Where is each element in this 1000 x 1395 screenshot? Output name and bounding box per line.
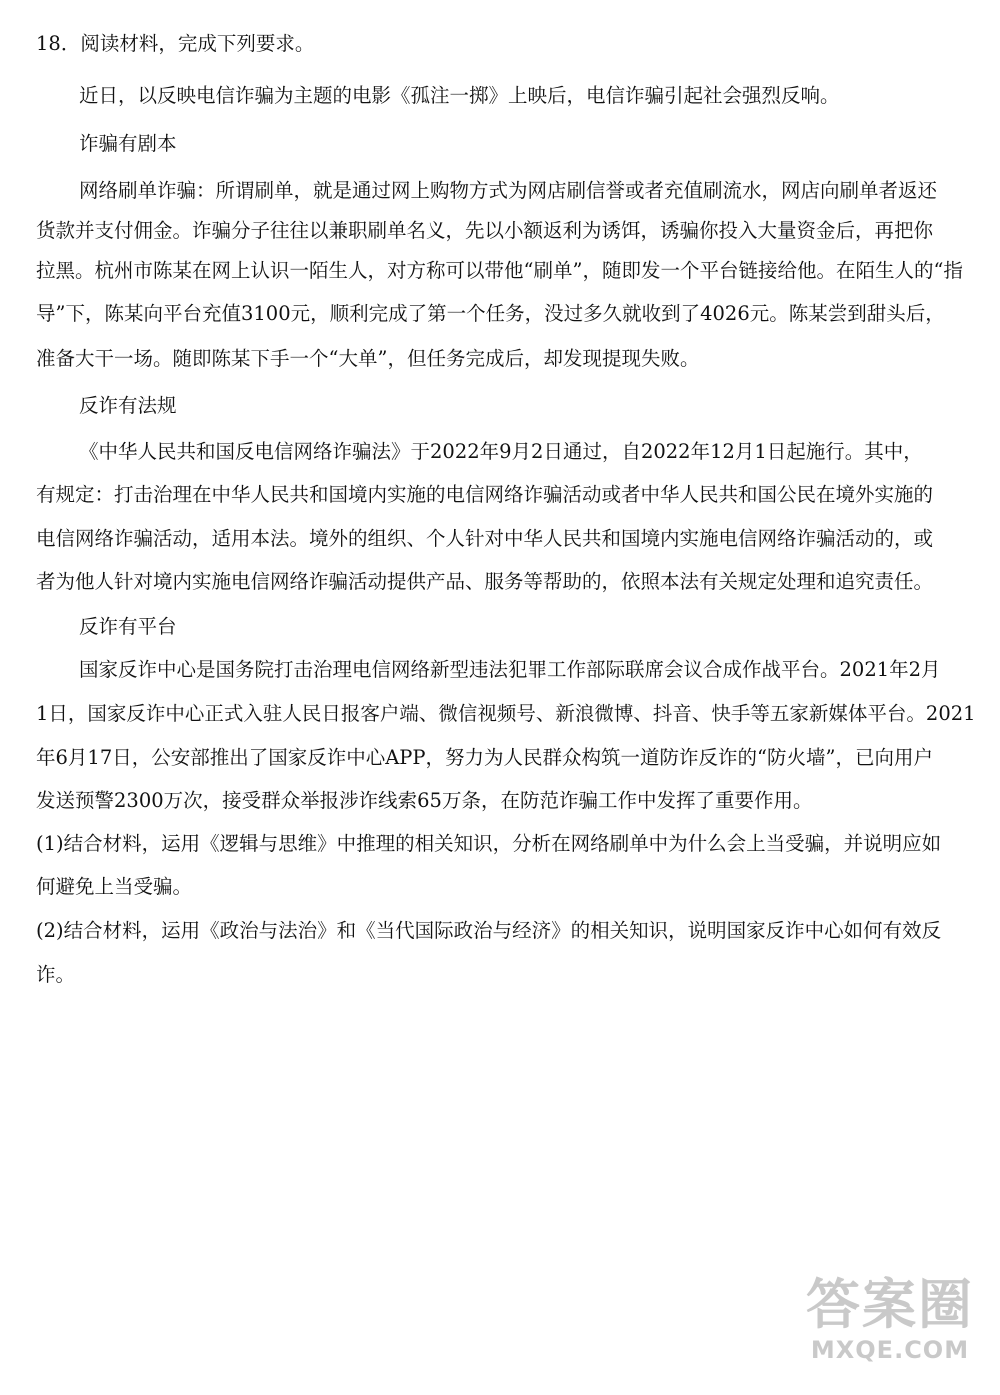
text-line: 国家反诈中心是国务院打击治理电信网络新型违法犯罪工作部际联席会议合成作战平台。2021年2月: [79, 658, 941, 681]
sub-question-2-cont: 诈。: [36, 963, 76, 986]
intro-paragraph: 近日，以反映电信诈骗为主题的电影《孤注一掷》上映后，电信诈骗引起社会强烈反响。: [79, 84, 840, 107]
watermark-logo: [800, 1275, 980, 1385]
watermark-top: 答案圈: [806, 1273, 974, 1336]
text-line: 网络刷单诈骗：所谓刷单，就是通过网上购物方式为网店刷信誉或者充值刷流水，网店向刷单者返还: [79, 179, 938, 202]
section-heading-anti-fraud-platform: 反诈有平台: [79, 615, 177, 638]
text-line: 《中华人民共和国反电信网络诈骗法》于2022年9月2日通过，自2022年12月1日起施行。其中，: [79, 440, 923, 463]
watermark-bottom: MXQE.COM: [810, 1336, 970, 1364]
section-heading-scam-script: 诈骗有剧本: [79, 132, 177, 155]
text-line: 者为他人针对境内实施电信网络诈骗活动提供产品、服务等帮助的，依照本法有关规定处理和追究责任。: [36, 570, 934, 593]
sub-question-1-cont: 何避免上当受骗。: [36, 875, 193, 898]
text-line: 电信网络诈骗活动，适用本法。境外的组织、个人针对中华人民共和国境内实施电信网络诈骗活动的，或: [36, 527, 934, 550]
question-title: 18．阅读材料，完成下列要求。: [36, 32, 315, 55]
text-line: 发送预警2300万次，接受群众举报涉诈线索65万条，在防范诈骗工作中发挥了重要作用。: [36, 789, 813, 812]
text-line: 年6月17日，公安部推出了国家反诈中心APP，努力为人民群众构筑一道防诈反诈的“防火墙”，已向用户: [36, 746, 933, 769]
text-line: 准备大干一场。随即陈某下手一个“大单”，但任务完成后，却发现提现失败。: [36, 347, 700, 370]
sub-question-2: (2)结合材料，运用《政治与法治》和《当代国际政治与经济》的相关知识，说明国家反诈中心如何有效反: [36, 919, 942, 942]
section-heading-anti-fraud-law: 反诈有法规: [79, 394, 177, 417]
text-line: 导”下，陈某向平台充值3100元，顺利完成了第一个任务，没过多久就收到了4026元。陈某尝到甜头后，: [36, 302, 945, 325]
text-line: 有规定：打击治理在中华人民共和国境内实施的电信网络诈骗活动或者中华人民共和国公民在境外实施的: [36, 483, 934, 506]
text-line: 拉黑。杭州市陈某在网上认识一陌生人，对方称可以带他“刷单”，随即发一个平台链接给他。在陌生人的“指: [36, 259, 963, 282]
sub-question-1: (1)结合材料，运用《逻辑与思维》中推理的相关知识，分析在网络刷单中为什么会上当受骗，并说明应如: [36, 832, 942, 855]
text-line: 货款并支付佣金。诈骗分子往往以兼职刷单名义，先以小额返利为诱饵，诱骗你投入大量资金后，再把你: [36, 219, 934, 242]
text-line: 1日，国家反诈中心正式入驻人民日报客户端、微信视频号、新浪微博、抖音、快手等五家新媒体平台。2021: [36, 702, 976, 725]
